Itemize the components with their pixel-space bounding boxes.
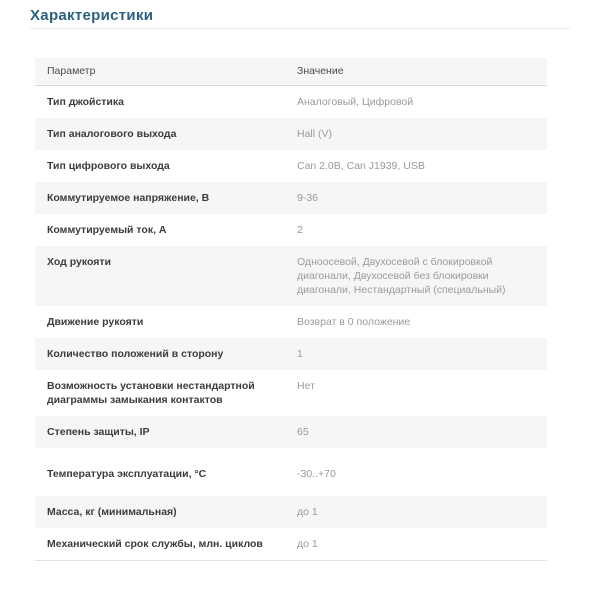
value-cell: Аналоговый, Цифровой	[297, 96, 414, 108]
value-cell: 1	[297, 348, 303, 360]
value-cell: Возврат в 0 положение	[297, 316, 411, 328]
param-cell: Движение рукояти	[47, 316, 144, 328]
value-cell: -30..+70	[297, 468, 336, 480]
table-row	[35, 182, 547, 214]
value-cell: Hall (V)	[297, 128, 333, 140]
table-row	[35, 214, 547, 246]
param-cell: Коммутируемое напряжение, В	[47, 192, 210, 204]
param-cell: Тип аналогового выхода	[47, 128, 177, 140]
param-cell: Масса, кг (минимальная)	[47, 506, 177, 518]
specifications-table	[35, 58, 547, 561]
section-header	[30, 0, 570, 29]
table-row	[35, 528, 547, 561]
value-cell: Нет	[297, 380, 315, 392]
table-row	[35, 416, 547, 448]
value-cell: до 1	[297, 506, 318, 518]
table-row	[35, 306, 547, 338]
page-title: Характеристики	[30, 7, 154, 24]
param-cell: Возможность установки нестандартной диаграммы замыкания контактов	[47, 380, 255, 406]
table-row	[35, 448, 547, 496]
table-row	[35, 150, 547, 182]
value-cell: до 1	[297, 528, 547, 561]
table-row	[35, 86, 547, 119]
table-row	[35, 118, 547, 150]
param-cell: Количество положений в сторону	[47, 348, 224, 360]
param-cell: Механический срок службы, млн. циклов	[35, 528, 297, 561]
value-cell: Can 2.0B, Can J1939, USB	[297, 160, 425, 172]
param-cell: Тип цифрового выхода	[47, 160, 170, 172]
table-row	[35, 496, 547, 528]
param-cell: Степень защиты, IP	[47, 426, 150, 438]
table-header-row	[35, 58, 547, 86]
table-row	[35, 246, 547, 306]
param-cell: Тип джойстика	[47, 96, 124, 108]
table-row	[35, 370, 547, 416]
value-cell: 2	[297, 224, 303, 236]
param-cell: Ход рукояти	[47, 256, 111, 268]
value-cell: 9-36	[297, 192, 319, 204]
value-cell: Одноосевой, Двухосевой с блокировкой диагонали, Двухосевой без блокировки диагонали, Нестандартный (специальный)	[297, 256, 506, 296]
param-cell: Коммутируемый ток, А	[47, 224, 167, 236]
param-cell: Температура эксплуатации, °C	[47, 468, 207, 480]
value-cell: 65	[297, 426, 309, 438]
column-header-value: Значение	[297, 58, 547, 86]
table-row	[35, 338, 547, 370]
column-header-parameter: Параметр	[35, 58, 297, 86]
